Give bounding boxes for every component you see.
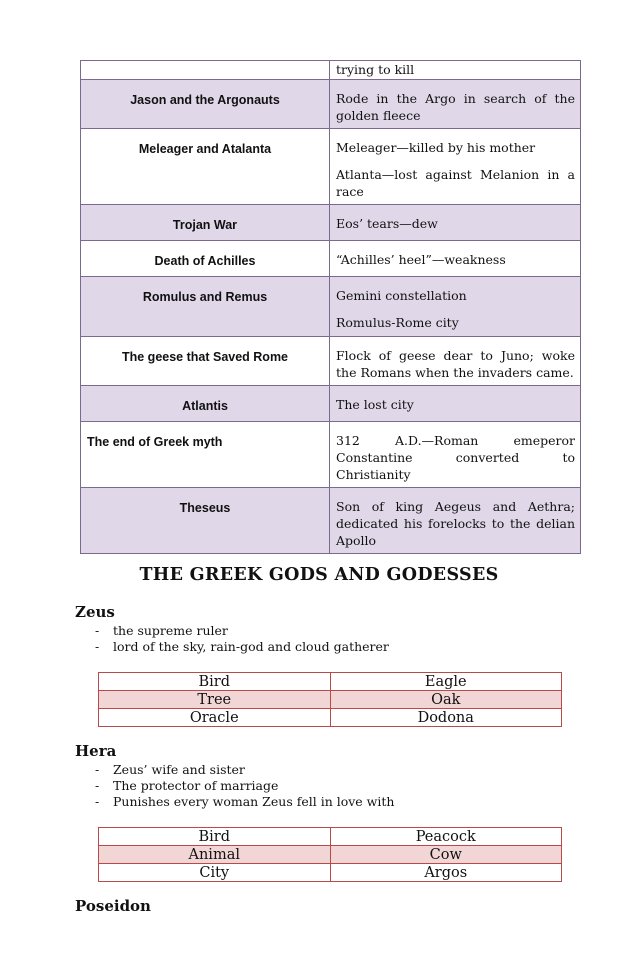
- bullet-dash: -: [95, 623, 100, 638]
- myth-topic: Trojan War: [81, 205, 330, 241]
- myth-description-text: Son of king Aegeus and Aethra; dedicated his forelocks to the delian Apollo: [336, 499, 575, 548]
- god-name-hera: Hera: [75, 742, 117, 760]
- attribute-value: Eagle: [330, 673, 562, 691]
- attribute-value: Argos: [330, 864, 562, 882]
- table-row: [81, 80, 581, 129]
- list-item: [95, 623, 389, 639]
- myth-topic: Atlantis: [81, 386, 330, 422]
- attribute-label: Tree: [99, 691, 331, 709]
- table-row: [81, 241, 581, 277]
- myth-topic: The end of Greek myth: [81, 422, 330, 488]
- zeus-bullet-list: [95, 623, 389, 655]
- myth-description: [330, 422, 581, 488]
- attribute-label: Animal: [99, 846, 331, 864]
- myth-description: [330, 129, 581, 205]
- myth-description: [330, 241, 581, 277]
- list-item: [95, 794, 394, 810]
- myth-table: [80, 60, 581, 554]
- list-item-text: the supreme ruler: [113, 623, 228, 638]
- myth-description-text: Eos’ tears—dew: [336, 216, 438, 231]
- list-item-text: Punishes every woman Zeus fell in love with: [113, 794, 395, 809]
- table-row: [81, 205, 581, 241]
- hera-attribute-table: [98, 827, 562, 882]
- table-row: [99, 673, 562, 691]
- bullet-dash: -: [95, 762, 100, 777]
- list-item: [95, 639, 389, 655]
- attribute-label: Bird: [99, 828, 331, 846]
- myth-topic: Romulus and Remus: [81, 277, 330, 337]
- myth-description-text: “Achilles’ heel”—weakness: [336, 252, 506, 267]
- myth-description-text: The lost city: [336, 397, 414, 412]
- myth-description: [330, 337, 581, 386]
- myth-description: [330, 386, 581, 422]
- list-item-text: lord of the sky, rain-god and cloud gatherer: [113, 639, 389, 654]
- bullet-dash: -: [95, 778, 100, 793]
- myth-topic: Meleager and Atalanta: [81, 129, 330, 205]
- table-row: [99, 846, 562, 864]
- hera-bullet-list: [95, 762, 394, 810]
- myth-topic: Jason and the Argonauts: [81, 80, 330, 129]
- table-row: [99, 828, 562, 846]
- table-row: [81, 386, 581, 422]
- god-name-poseidon: Poseidon: [75, 897, 151, 915]
- myth-description-text: Rode in the Argo in search of the golden fleece: [336, 91, 575, 123]
- myth-description-text: Gemini constellation: [336, 288, 467, 303]
- attribute-value: Oak: [330, 691, 562, 709]
- table-row: [81, 422, 581, 488]
- table-row: [81, 277, 581, 337]
- page-heading: THE GREEK GODS AND GODESSES: [139, 565, 499, 585]
- table-row: [81, 337, 581, 386]
- attribute-label: Bird: [99, 673, 331, 691]
- myth-description-text: Meleager—killed by his mother: [336, 140, 536, 155]
- table-row: [81, 488, 581, 554]
- myth-topic: Death of Achilles: [81, 241, 330, 277]
- attribute-label: Oracle: [99, 709, 331, 727]
- bullet-dash: -: [95, 794, 100, 809]
- list-item-text: The protector of marriage: [113, 778, 279, 793]
- myth-topic: [81, 61, 330, 80]
- myth-description: [330, 277, 581, 337]
- myth-topic: The geese that Saved Rome: [81, 337, 330, 386]
- myth-description: [330, 488, 581, 554]
- myth-description-text: 312 A.D.—Roman emeperor Constantine converted to Christianity: [336, 433, 575, 482]
- table-row: [81, 61, 581, 80]
- god-name-zeus: Zeus: [75, 603, 115, 621]
- myth-topic: Theseus: [81, 488, 330, 554]
- attribute-value: Cow: [330, 846, 562, 864]
- myth-description-text: Flock of geese dear to Juno; woke the Romans when the invaders came.: [336, 348, 575, 380]
- bullet-dash: -: [95, 639, 100, 654]
- table-row: [81, 129, 581, 205]
- myth-description-text: Atlanta—lost against Melanion in a race: [336, 167, 575, 199]
- myth-description: [330, 205, 581, 241]
- attribute-value: Dodona: [330, 709, 562, 727]
- zeus-attribute-table: [98, 672, 562, 727]
- myth-description-text: trying to kill: [336, 62, 415, 77]
- myth-description: [330, 80, 581, 129]
- myth-description-text: Romulus-Rome city: [336, 315, 459, 330]
- list-item: [95, 778, 394, 794]
- list-item-text: Zeus’ wife and sister: [113, 762, 245, 777]
- attribute-value: Peacock: [330, 828, 562, 846]
- table-row: [99, 709, 562, 727]
- table-row: [99, 691, 562, 709]
- table-row: [99, 864, 562, 882]
- attribute-label: City: [99, 864, 331, 882]
- myth-description: [330, 61, 581, 80]
- list-item: [95, 762, 394, 778]
